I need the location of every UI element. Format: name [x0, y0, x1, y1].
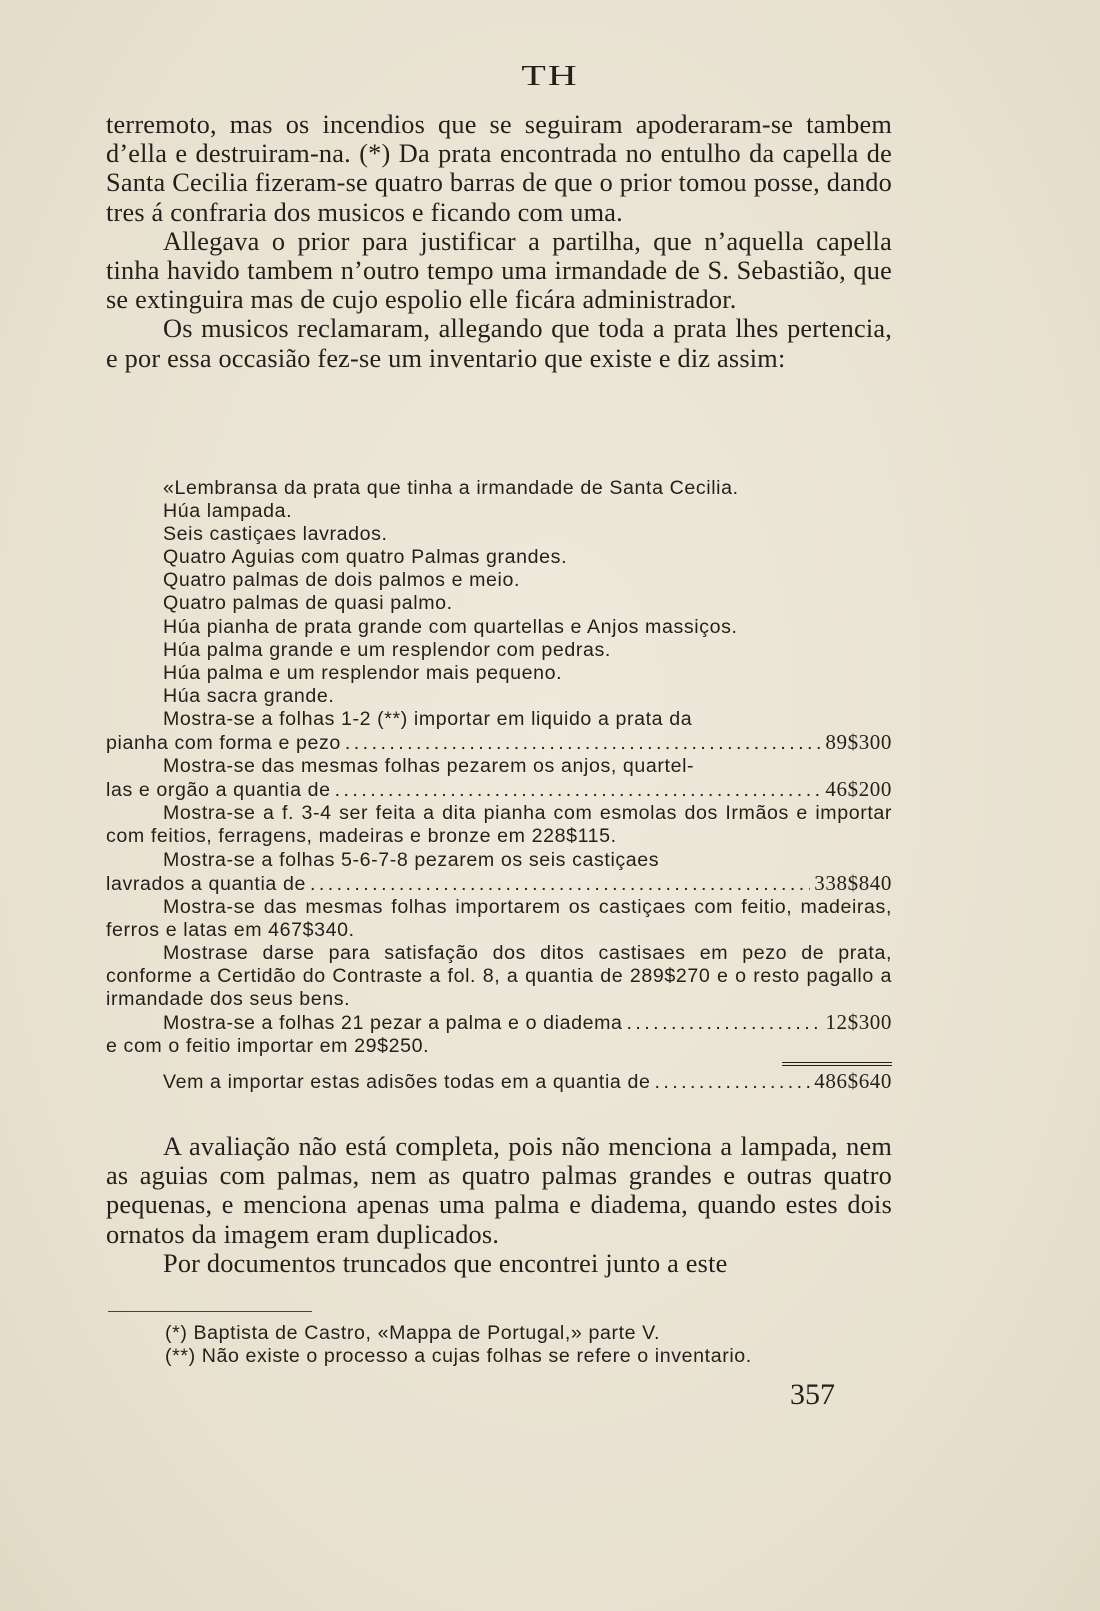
entry-3-text: Mostra-se a f. 3-4 ser feita a dita pianha com esmolas dos Irmãos e importar com feitios, ferragens, madeiras e bronze em 228$115. [106, 802, 892, 848]
total-row [106, 1070, 892, 1094]
entry-2-line-1: Mostra-se das mesmas folhas pezarem os anjos, quartel- [163, 755, 695, 778]
footnote-rule [108, 1311, 312, 1312]
sum-rule [782, 1062, 892, 1066]
entry-6 [106, 942, 892, 1011]
entry-5-text: Mostra-se das mesmas folhas importarem os castiçaes com feitio, madeiras, ferros e latas em 467$340. [106, 895, 892, 941]
inventory-item: Quatro palmas de quasi palmo. [163, 592, 453, 615]
inventory-item: Húa lampada. [163, 500, 293, 523]
page-number: 357 [790, 1378, 835, 1411]
entry-7-line-1: Mostra-se a folhas 21 pezar a palma e o diadema [163, 1012, 623, 1035]
footnotes [165, 1322, 885, 1367]
paragraph-2: Allegava o prior para justificar a partilha, que n’aquella capella tinha havido tambem n’outro tempo uma irmandade de S. Sebastião, que se extinguira mas de cujo espolio elle ficára administrador. [106, 226, 892, 315]
dot-leader [627, 1012, 822, 1035]
entry-2-row [106, 778, 892, 802]
inventory-item: Seis castiçaes lavrados. [163, 523, 388, 546]
body-text-top [106, 110, 892, 373]
paragraph-3: Os musicos reclamaram, allegando que toda a prata lhes pertencia, e por essa occasião fez-se um inventario que existe e diz assim: [106, 314, 892, 373]
entry-4-amount: 338$840 [814, 871, 892, 895]
entry-6-text: Mostrase darse para satisfação dos ditos castisaes em pezo de prata, conforme a Certidão do Contraste a fol. 8, a quantia de 289$270 e o resto pagallo a irmandade dos seus bens. [106, 941, 892, 1011]
inventory-item: Húa palma e um resplendor mais pequeno. [163, 661, 563, 684]
dot-leader [310, 873, 810, 896]
paragraph-4: A avaliação não está completa, pois não menciona a lampada, nem as aguias com palmas, nem as quatro palmas grandes e outras quatro pequenas, e menciona apenas uma palma e diadema, quando estes dois ornatos da imagem eram duplicados. [106, 1132, 892, 1249]
entry-3 [106, 802, 892, 848]
footnote-1: (*) Baptista de Castro, «Mappa de Portugal,» parte V. [165, 1322, 661, 1344]
inventory-item: Quatro Aguias com quatro Palmas grandes. [163, 546, 568, 569]
inventory-item: «Lembransa da prata que tinha a irmandade de Santa Cecilia. [163, 477, 739, 499]
entry-5 [106, 896, 892, 942]
inventory-item: Húa sacra grande. [163, 684, 335, 707]
paragraph-1: terremoto, mas os incendios que se seguiram apoderaram-se tambem d’ella e destruiram-na. (*) Da prata encontrada no entulho da capella de Santa Cecilia fizeram-se quatro barras de que o prior tomou posse, dando tres á confraria dos musicos e ficando com uma. [106, 110, 892, 227]
entry-1-row [106, 731, 892, 755]
inventory-quote [106, 477, 892, 1094]
inventory-item: Húa pianha de prata grande com quartellas e Anjos massiços. [163, 615, 738, 638]
entry-7-amount: 12$300 [825, 1011, 892, 1035]
entry-1-line-1: Mostra-se a folhas 1-2 (**) importar em liquido a prata da [163, 707, 693, 730]
entry-7-row [106, 1011, 892, 1035]
entry-4-line-1: Mostra-se a folhas 5-6-7-8 pezarem os seis castiçaes [163, 848, 660, 871]
dot-leader [345, 732, 821, 755]
entry-4-row [106, 872, 892, 896]
total-amount: 486$640 [814, 1070, 892, 1094]
inventory-item: Húa palma grande e um resplendor com pedras. [163, 638, 611, 661]
entry-1-line-2: pianha com forma e pezo [106, 732, 341, 755]
body-text-bottom [106, 1132, 892, 1278]
total-label: Vem a importar estas adisões todas em a quantia de [163, 1071, 651, 1094]
footnote-2: (**) Não existe o processo a cujas folhas se refere o inventario. [165, 1344, 752, 1367]
entry-7-line-2: e com o feitio importar em 29$250. [106, 1035, 430, 1058]
paragraph-5: Por documentos truncados que encontrei junto a este [163, 1248, 728, 1278]
page-header-mark: TH [521, 59, 579, 92]
dot-leader [654, 1071, 810, 1094]
inventory-item: Quatro palmas de dois palmos e meio. [163, 569, 521, 592]
entry-2-amount: 46$200 [825, 778, 892, 802]
entry-1-amount: 89$300 [825, 731, 892, 755]
entry-2-line-2: las e orgão a quantia de [106, 779, 331, 802]
dot-leader [335, 779, 822, 802]
entry-4-line-2: lavrados a quantia de [106, 872, 306, 895]
